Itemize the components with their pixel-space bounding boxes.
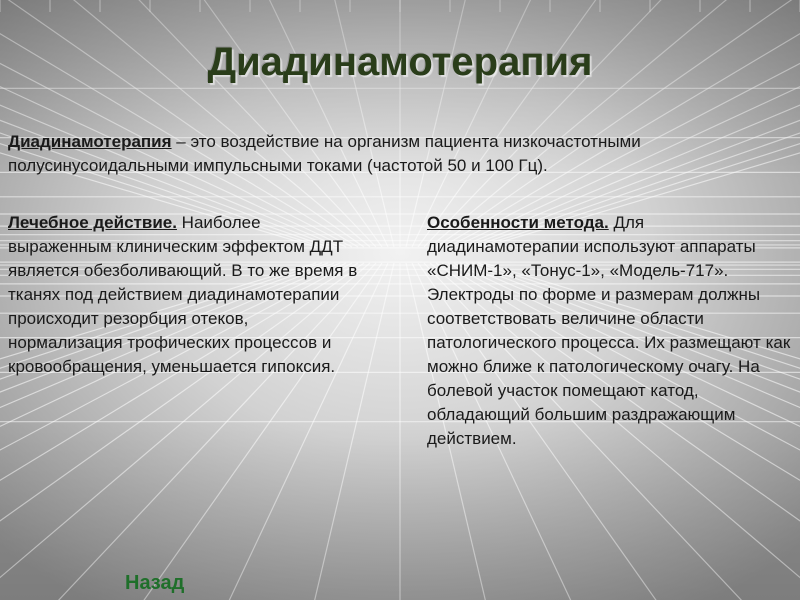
- method-features-column: [427, 211, 795, 451]
- definition-text: – это воздействие на организм пациента низкочастотными полусинусоидальными импульсными токами (частотой 50 и 100 Гц).: [8, 132, 641, 175]
- therapeutic-effect-heading: Лечебное действие.: [8, 213, 177, 232]
- method-features-text: Для диадинамотерапии используют аппараты «СНИМ-1», «Тонус-1», «Модель-717». Электроды по форме и размерам должны соответствовать величине области патологического процесса. Их размещают как можно ближе к патологическому очагу. На болевой участок помещают катод, обладающий большим раздражающим действием.: [427, 213, 791, 448]
- therapeutic-effect-text: Наиболее выраженным клиническим эффектом ДДТ является обезболивающий. В то же время в тканях под действием диадинамотерапии происходит резорбция отеков, нормализация трофических процессов и кровообращения, уменьшается гипоксия.: [8, 213, 358, 376]
- back-link[interactable]: Назад: [125, 572, 185, 594]
- definition-paragraph: [8, 130, 788, 178]
- definition-term: Диадинамотерапия: [8, 132, 172, 151]
- therapeutic-effect-column: [8, 211, 360, 379]
- method-features-heading: Особенности метода.: [427, 213, 609, 232]
- slide-title: Диадинамотерапия: [207, 40, 593, 84]
